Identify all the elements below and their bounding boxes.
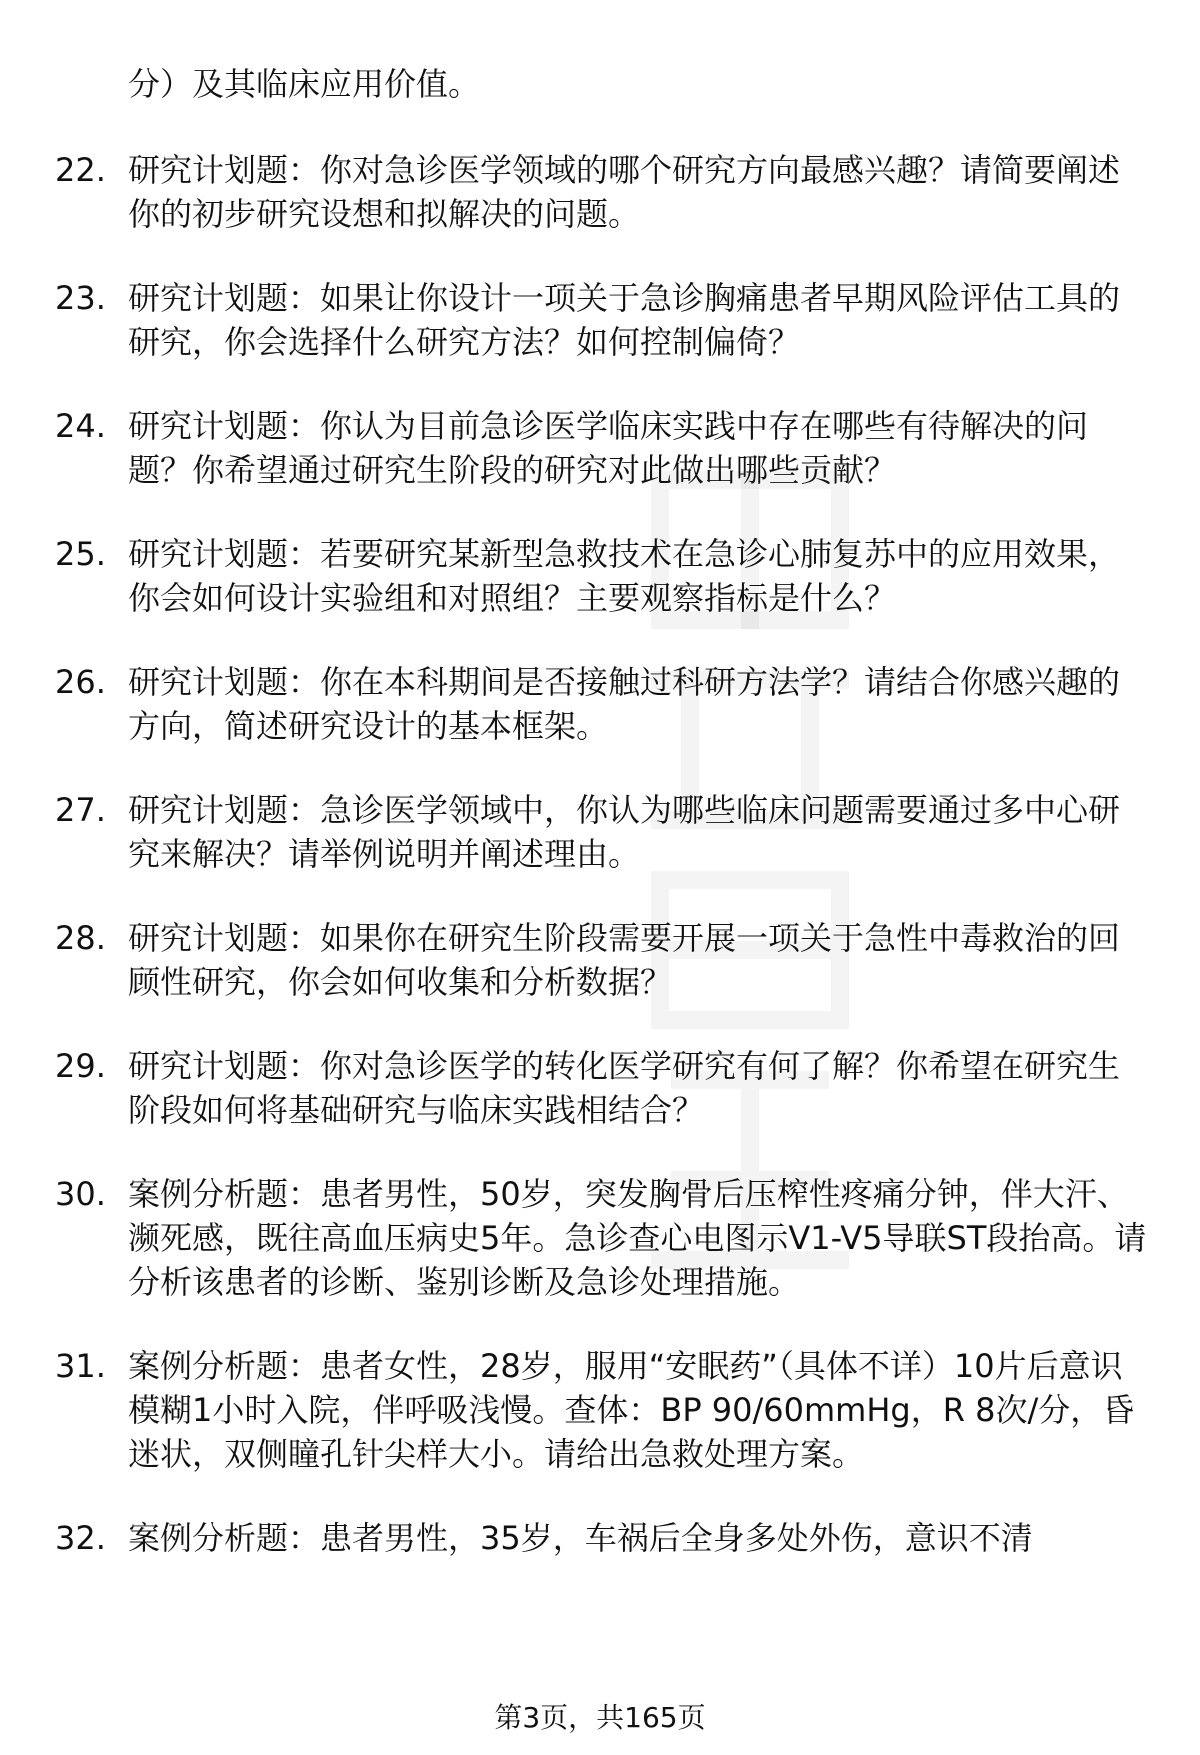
question-text: 研究计划题：如果你在研究生阶段需要开展一项关于急性中毒救治的回顾性研究，你会如何收集和分析数据？ — [128, 919, 1121, 1001]
question-item — [0, 1516, 1200, 1560]
question-item — [0, 276, 1200, 364]
question-text: 案例分析题：患者男性，35岁，车祸后全身多处外伤，意识不清 — [128, 1519, 1033, 1557]
question-number: 24. — [55, 407, 106, 445]
question-text: 案例分析题：患者男性，50岁，突发胸骨后压榨性疼痛分钟，伴大汗、濒死感，既往高血压病史5年。急诊查心电图示V1-V5导联ST段抬高。请分析该患者的诊断、鉴别诊断及急诊处理措施。 — [128, 1175, 1147, 1301]
question-text: 研究计划题：你对急诊医学的转化医学研究有何了解？你希望在研究生阶段如何将基础研究与临床实践相结合？ — [128, 1047, 1121, 1129]
page-number-footer: 第3页，共165页 — [494, 1701, 706, 1734]
question-item — [0, 1172, 1200, 1304]
question-text: 案例分析题：患者女性，28岁，服用“安眠药”（具体不详）10片后意识模糊1小时入院，伴呼吸浅慢。查体：BP 90/60mmHg，R 8次/分，昏迷状，双侧瞳孔针尖样大小。请给出急救处理方案。 — [128, 1347, 1135, 1473]
question-item — [0, 916, 1200, 1004]
question-item — [0, 1344, 1200, 1476]
question-number: 23. — [55, 279, 106, 317]
question-item — [0, 148, 1200, 236]
question-text: 研究计划题：你认为目前急诊医学临床实践中存在哪些有待解决的问题？你希望通过研究生阶段的研究对此做出哪些贡献？ — [128, 407, 1089, 489]
question-number: 28. — [55, 919, 106, 957]
question-number: 29. — [55, 1047, 106, 1085]
question-number: 31. — [55, 1347, 106, 1385]
question-number: 25. — [55, 535, 106, 573]
question-item — [0, 660, 1200, 748]
question-text: 研究计划题：急诊医学领域中，你认为哪些临床问题需要通过多中心研究来解决？请举例说明并阐述理由。 — [128, 791, 1121, 873]
question-item — [0, 788, 1200, 876]
question-text: 研究计划题：你对急诊医学领域的哪个研究方向最感兴趣？请简要阐述你的初步研究设想和拟解决的问题。 — [128, 151, 1121, 233]
question-number: 32. — [55, 1519, 106, 1557]
question-item — [0, 1044, 1200, 1132]
question-number: 22. — [55, 151, 106, 189]
question-text: 研究计划题：如果让你设计一项关于急诊胸痛患者早期风险评估工具的研究，你会选择什么研究方法？如何控制偏倚？ — [128, 279, 1121, 361]
question-item — [0, 532, 1200, 620]
question-text: 研究计划题：你在本科期间是否接触过科研方法学？请结合你感兴趣的方向，简述研究设计的基本框架。 — [128, 663, 1121, 745]
question-number: 27. — [55, 791, 106, 829]
question-item — [0, 404, 1200, 492]
question-number: 30. — [55, 1175, 106, 1213]
question-list — [0, 148, 1200, 1600]
continuation-text: 分）及其临床应用价值。 — [128, 65, 481, 103]
question-number: 26. — [55, 663, 106, 701]
question-text: 研究计划题：若要研究某新型急救技术在急诊心肺复苏中的应用效果，你会如何设计实验组和对照组？主要观察指标是什么？ — [128, 535, 1121, 617]
